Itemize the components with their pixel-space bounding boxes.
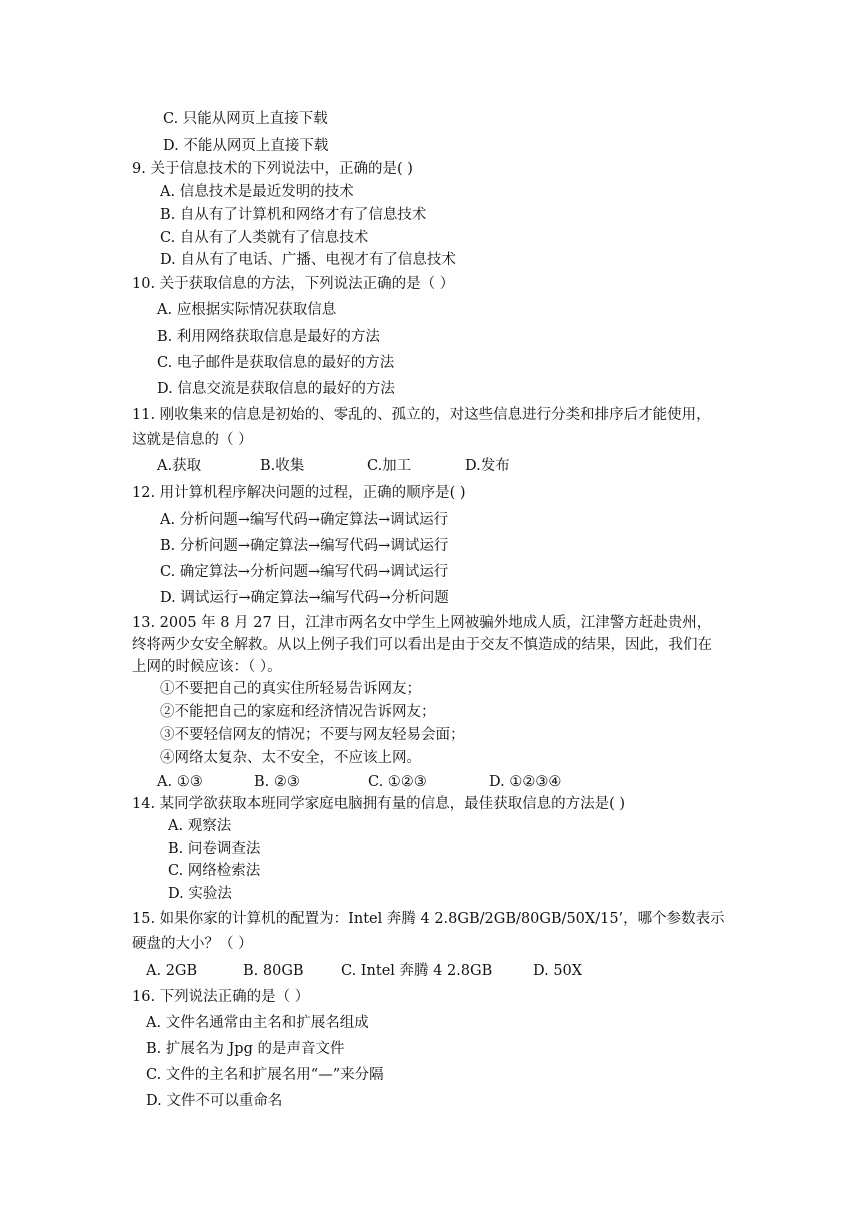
q10-option-a: A. 应根据实际情况获取信息 [157, 302, 337, 318]
q11-stem-line2: 这就是信息的（ ） [132, 432, 253, 448]
q8-option-d: D. 不能从网页上直接下载 [163, 138, 329, 154]
q14-option-d: D. 实验法 [168, 886, 232, 902]
q15-options [146, 962, 582, 980]
q13-option-c: C. ①②③ [368, 774, 427, 790]
q15-option-a: A. 2GB [146, 963, 198, 979]
q13-option-d: D. ①②③④ [489, 774, 562, 790]
q9-option-a: A. 信息技术是最近发明的技术 [160, 184, 354, 200]
q13-item-1: ①不要把自己的真实住所轻易告诉网友； [160, 681, 421, 697]
q16-option-d: D. 文件不可以重命名 [146, 1093, 283, 1109]
q16-option-b: B. 扩展名为 Jpg 的是声音文件 [146, 1041, 345, 1057]
q12-stem: 12. 用计算机程序解决问题的过程，正确的顺序是( ) [132, 485, 466, 501]
q11-option-c: C.加工 [367, 458, 412, 474]
q14-stem: 14. 某同学欲获取本班同学家庭电脑拥有量的信息，最佳获取信息的方法是( ) [132, 796, 626, 812]
q13-item-3: ③不要轻信网友的情况；不要与网友轻易会面； [160, 727, 465, 743]
q14-option-c: C. 网络检索法 [168, 863, 261, 879]
q13-stem-line1: 13. 2005 年 8 月 27 日，江津市两名女中学生上网被骗外地成人质，江津警方赶赴贵州， [132, 615, 712, 631]
q12-option-c: C. 确定算法→分析问题→编写代码→调试运行 [160, 564, 449, 580]
q11-options [157, 457, 510, 475]
q9-stem: 9. 关于信息技术的下列说法中，正确的是( ) [132, 161, 413, 177]
q11-option-a: A.获取 [157, 458, 202, 474]
q11-option-d: D.发布 [465, 458, 510, 474]
q15-stem-line1: 15. 如果你家的计算机的配置为：Intel 奔腾 4 2.8GB/2GB/80GB/50X/15’，哪个参数表示 [132, 911, 725, 927]
q15-option-c: C. Intel 奔腾 4 2.8GB [341, 963, 493, 979]
q16-option-a: A. 文件名通常由主名和扩展名组成 [146, 1015, 369, 1031]
q16-stem: 16. 下列说法正确的是（ ） [132, 989, 310, 1005]
q9-option-c: C. 自从有了人类就有了信息技术 [160, 230, 369, 246]
q15-option-d: D. 50X [533, 963, 583, 979]
q16-option-c: C. 文件的主名和扩展名用“—”来分隔 [146, 1067, 384, 1083]
q9-option-d: D. 自从有了电话、广播、电视才有了信息技术 [160, 252, 456, 268]
q14-option-b: B. 问卷调查法 [168, 841, 261, 857]
q9-option-b: B. 自从有了计算机和网络才有了信息技术 [160, 207, 427, 223]
q13-item-2: ②不能把自己的家庭和经济情况告诉网友； [160, 704, 436, 720]
q10-option-c: C. 电子邮件是获取信息的最好的方法 [157, 355, 395, 371]
q13-item-4: ④网络太复杂、太不安全，不应该上网。 [160, 750, 421, 766]
q12-option-a: A. 分析问题→编写代码→确定算法→调试运行 [160, 512, 449, 528]
q13-stem-line2: 终将两少女安全解救。从以上例子我们可以看出是由于交友不慎造成的结果，因此，我们在 [132, 637, 712, 653]
q11-option-b: B.收集 [260, 458, 305, 474]
q15-stem-line2: 硬盘的大小？（ ） [132, 936, 253, 952]
q10-option-d: D. 信息交流是获取信息的最好的方法 [157, 381, 395, 397]
q11-stem-line1: 11. 刚收集来的信息是初始的、零乱的、孤立的，对这些信息进行分类和排序后才能使用， [132, 407, 711, 423]
q8-option-c: C. 只能从网页上直接下载 [163, 111, 328, 127]
q15-option-b: B. 80GB [243, 963, 304, 979]
q10-option-b: B. 利用网络获取信息是最好的方法 [157, 329, 380, 345]
q13-options [157, 773, 561, 791]
q13-stem-line3: 上网的时候应该：（ ）。 [132, 659, 282, 675]
q13-option-a: A. ①③ [157, 774, 203, 790]
q13-option-b: B. ②③ [254, 774, 300, 790]
q12-option-b: B. 分析问题→确定算法→编写代码→调试运行 [160, 538, 449, 554]
q10-stem: 10. 关于获取信息的方法，下列说法正确的是（ ） [132, 276, 455, 292]
q14-option-a: A. 观察法 [168, 818, 232, 834]
q12-option-d: D. 调试运行→确定算法→编写代码→分析问题 [160, 590, 449, 606]
